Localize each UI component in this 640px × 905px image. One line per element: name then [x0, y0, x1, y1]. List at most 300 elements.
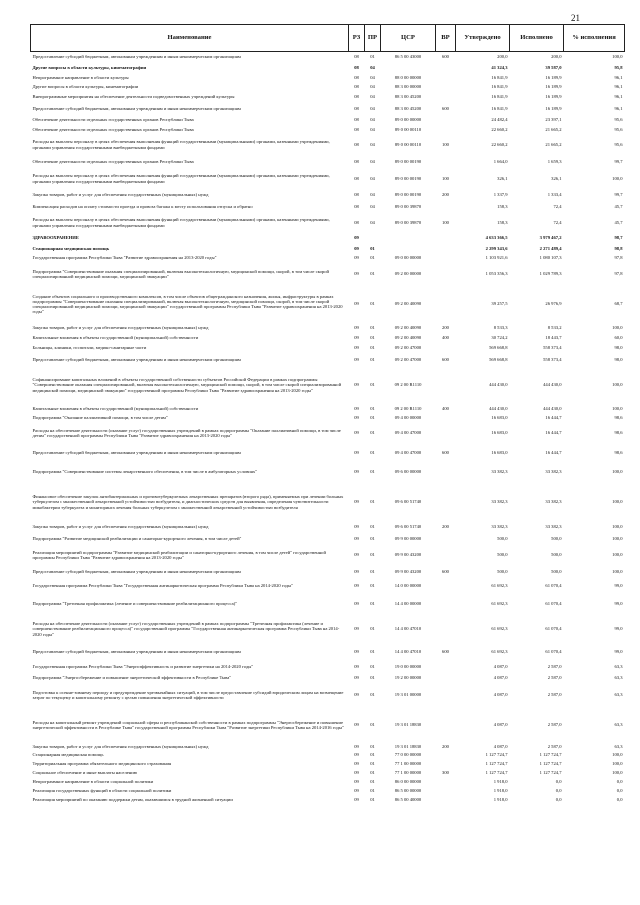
cell-approved: 4 087,0: [493, 674, 508, 680]
cell-executed: 2 587,0: [547, 743, 562, 749]
cell-name: Создание объектов социального и производственного комплексов, в том числе объектов общегражданского назначения, жилья, инфраструктуры в рамках подпрограммы "Совершенствование оказания специализированной, включая высокотехнологичную, медицинской помощи, скорой, в том числе скорой специализированной медицинской помощи, медицинской эвакуации" государственной программы Республики Тыва "Развитие здравоохранения на 2013-2020 годы": [32, 293, 343, 315]
cell-percent: 100,0: [612, 405, 623, 411]
cell-vr: [436, 125, 456, 135]
cell-csr: 09 2 00 R1110: [394, 382, 422, 388]
cell-approved: 1 664,0: [493, 158, 508, 164]
table-row: [31, 444, 625, 462]
cell-vr: [436, 795, 456, 804]
cell-percent: 100,0: [612, 760, 623, 766]
cell-vr: [436, 244, 456, 253]
cell-name: Государственная программа Республики Тыва "Энергоэффективность и развитие энергетики на 2014-2020 годы": [32, 663, 254, 669]
cell-vr: [436, 751, 456, 759]
cell-approved: 33 382,3: [491, 524, 508, 530]
cell-approved: 30 724,2: [491, 335, 508, 341]
cell-name: Обеспечение деятельности отдельных государственных органов Республики Тыва: [32, 158, 194, 164]
table-body: [31, 52, 625, 805]
column-header-rz: РЗ: [349, 25, 365, 52]
cell-approved: 500,0: [497, 568, 508, 574]
table-row: [31, 768, 625, 777]
cell-rz: 09: [354, 405, 359, 411]
cell-pr: 04: [370, 94, 375, 100]
cell-csr: 86 0 00 00000: [394, 778, 422, 784]
cell-percent: 96,1: [614, 106, 623, 112]
cell-rz: 08: [354, 106, 359, 112]
column-header-name: Наименование: [31, 25, 349, 52]
cell-executed: 1 080 107,3: [539, 255, 562, 261]
cell-name: Государственная программа Республики Тыва "Государственная антинаркотическая программа Республики Тыва на 2014-2020 годы": [32, 583, 294, 589]
cell-csr: 09 9 00 43200: [394, 552, 422, 558]
table-row: [31, 333, 625, 343]
cell-csr: 89 0 00 00190: [394, 191, 422, 197]
cell-executed: 0,0: [555, 778, 562, 784]
cell-pr: 01: [370, 356, 375, 362]
cell-csr: 09 9 00 00000: [394, 535, 422, 541]
cell-executed: 558 373,4: [543, 356, 562, 362]
cell-pr: 04: [370, 83, 375, 89]
cell-rz: 09: [354, 356, 359, 362]
cell-vr: 600: [442, 54, 449, 60]
table-row: [31, 285, 625, 323]
cell-percent: 63,3: [614, 743, 623, 749]
cell-vr: [436, 263, 456, 285]
cell-executed: 500,0: [551, 552, 562, 558]
cell-executed: 16 189,9: [545, 106, 562, 112]
cell-executed: 2 587,0: [547, 692, 562, 698]
cell-percent: 96,1: [614, 74, 623, 80]
cell-name: Предоставление субсидий бюджетным, автономным учреждениям и иным некоммерческим организациям: [32, 106, 241, 112]
cell-percent: 98,8: [614, 245, 623, 251]
table-row: [31, 82, 625, 91]
cell-approved: 41 324,3: [491, 64, 508, 70]
cell-rz: 09: [354, 760, 359, 766]
cell-vr: 200: [442, 191, 449, 197]
cell-name: Подпрограмма "Совершенствование оказания специализированной, включая высокотехнологичную, медицинской помощи, скорой, в том числе скорой специализированной медицинской помощи, медицинской эвакуации": [32, 268, 329, 279]
cell-csr: 09 6 00 51740: [394, 524, 422, 530]
cell-approved: 22 660,2: [491, 127, 508, 133]
cell-rz: 09: [354, 535, 359, 541]
cell-name: Внепрограммные мероприятия на обеспечение деятельности подведомственных учреждений культуры: [32, 94, 235, 100]
cell-name: Реализация мероприятий подпрограммы "Развитие медицинской реабилитации и санаторно-курортного лечения, в том числе детей" государственной программы Республики Тыва "Развитие здравоохранения на 2013-2020 годы": [32, 549, 326, 560]
cell-name: Софинансирование капитальных вложений в объекты государственной собственности субъектов Российской Федерации в рамках подпрограммы "Совершенствование оказания специализированной, включая высокотехнологичную, медицинской помощи, скорой, в том числе скорой специализированной медицинской помощи, медицинской эвакуации" государственной программы Республики Тыва "Развитие здравоохранения на 2013-2020 годы": [32, 377, 342, 393]
cell-executed: 61 070,4: [545, 601, 562, 607]
cell-pr: 04: [370, 219, 375, 225]
cell-csr: 77 0 00 00000: [394, 752, 422, 758]
cell-approved: 1 127 724,7: [485, 752, 508, 758]
cell-rz: 09: [354, 345, 359, 351]
cell-rz: 09: [354, 796, 359, 802]
cell-rz: 09: [354, 245, 359, 251]
table-row: [31, 244, 625, 253]
cell-percent: 99,7: [614, 191, 623, 197]
cell-name: Подпрограмма "Совершенствование системы лекарственного обеспечения, в том числе в амбулаторных условиях": [32, 469, 257, 475]
cell-approved: 39 257,5: [491, 301, 508, 307]
cell-executed: 1 127 724,7: [539, 752, 562, 758]
cell-csr: 14 0 00 00000: [394, 583, 422, 589]
cell-name: Предоставление субсидий бюджетным, автономным учреждениям и иным некоммерческим организациям: [32, 450, 241, 456]
cell-percent: 68,7: [614, 301, 623, 307]
cell-vr: [436, 545, 456, 565]
cell-rz: 09: [354, 692, 359, 698]
cell-csr: 19 2 00 00000: [394, 674, 422, 680]
table-row: [31, 91, 625, 103]
cell-percent: 100,0: [612, 524, 623, 530]
table-row: [31, 169, 625, 188]
cell-approved: 61 692,3: [491, 601, 508, 607]
cell-approved: 16 841,9: [491, 74, 508, 80]
cell-approved: 1 337,9: [493, 191, 508, 197]
cell-pr: 01: [370, 535, 375, 541]
cell-rz: 08: [354, 158, 359, 164]
cell-executed: 21 665,2: [545, 127, 562, 133]
table-row: [31, 786, 625, 795]
table-row: [31, 135, 625, 154]
cell-vr: 600: [442, 568, 449, 574]
cell-executed: 21 665,2: [545, 141, 562, 147]
table-row: [31, 751, 625, 759]
cell-percent: 96,1: [614, 83, 623, 89]
table-row: [31, 343, 625, 353]
table-row: [31, 253, 625, 263]
cell-pr: 04: [370, 106, 375, 112]
cell-rz: 08: [354, 141, 359, 147]
cell-executed: 16 444,7: [545, 414, 562, 420]
cell-percent: 95,6: [614, 117, 623, 123]
cell-pr: 01: [370, 692, 375, 698]
cell-pr: 01: [370, 271, 375, 277]
cell-name: Другие вопросы в области культуры, кинематографии: [32, 83, 139, 89]
cell-rz: 08: [354, 191, 359, 197]
cell-csr: 19 0 00 00000: [394, 663, 422, 669]
cell-vr: 300: [442, 769, 449, 775]
table-row: [31, 232, 625, 244]
cell-vr: 600: [442, 450, 449, 456]
cell-percent: 60,0: [614, 335, 623, 341]
cell-rz: 09: [354, 325, 359, 331]
cell-percent: 98,7: [614, 235, 623, 241]
cell-name: Закупка товаров, работ и услуг для обеспечения государственных (муниципальных) нужд: [32, 191, 209, 197]
table-row: [31, 188, 625, 201]
cell-rz: 08: [354, 83, 359, 89]
table-row: [31, 353, 625, 366]
cell-vr: [436, 201, 456, 213]
cell-vr: [436, 682, 456, 708]
cell-rz: 09: [354, 301, 359, 307]
cell-rz: 09: [354, 524, 359, 530]
cell-pr: 01: [370, 583, 375, 589]
cell-approved: 1 103 921,6: [485, 255, 508, 261]
cell-rz: 08: [354, 219, 359, 225]
cell-pr: 01: [370, 649, 375, 655]
cell-name: Реализация мероприятий по оказанию поддержки детям, оказавшимся в трудной жизненной ситуации: [32, 796, 233, 802]
cell-executed: 72,4: [553, 219, 562, 225]
cell-name: Подпрограмма "Оказание паллиативной помощи, в том числе детям": [32, 414, 168, 420]
cell-csr: 09 2 00 47000: [394, 356, 422, 362]
table-row: [31, 795, 625, 804]
cell-pr: 01: [370, 626, 375, 632]
cell-vr: [436, 62, 456, 73]
cell-percent: 100,0: [612, 54, 623, 60]
cell-executed: 558 373,4: [543, 345, 562, 351]
table-row: [31, 522, 625, 532]
cell-rz: 09: [354, 430, 359, 436]
column-header-percent: % исполнения: [564, 25, 625, 52]
cell-name: Подпрограмма "Развитие медицинской реабилитации и санаторно-курортного лечения, в том числе детей": [32, 535, 242, 541]
cell-percent: 100,0: [612, 325, 623, 331]
cell-vr: [436, 343, 456, 353]
cell-approved: 1 053 356,3: [485, 271, 508, 277]
cell-csr: 09 0 00 00000: [394, 255, 422, 261]
cell-name: Финансовое обеспечение закупок антибактериальных и противотуберкулезных лекарственных препаратов (второго ряда), применяемых при лечении больных туберкулезом с множественной лекарственной устойчивостью возбудителя, и диагностических средств для выявления, определения чувствительности микобактерии туберкулеза и мониторинга лечения больных туберкулезом с множественной лекарственной устойчивостью возбудителя: [32, 494, 344, 510]
cell-vr: [436, 482, 456, 522]
cell-vr: [436, 73, 456, 82]
cell-approved: 22 660,2: [491, 141, 508, 147]
cell-approved: 2 299 343,6: [485, 245, 508, 251]
column-header-approved: Утверждено: [456, 25, 510, 52]
cell-name: Капитальные вложения в объекты государственной (муниципальной) собственности: [32, 405, 199, 411]
cell-name: ЗДРАВООХРАНЕНИЕ: [32, 235, 79, 241]
cell-csr: 09 2 00 00000: [394, 271, 422, 277]
table-row: [31, 660, 625, 673]
cell-approved: 158,3: [497, 219, 508, 225]
cell-name: Непрограммное направление в области культуры: [32, 74, 129, 80]
cell-vr: [436, 786, 456, 795]
table-row: [31, 366, 625, 404]
cell-csr: 09 6 00 00000: [394, 469, 422, 475]
cell-vr: [436, 462, 456, 482]
cell-csr: 09 2 00 40090: [394, 335, 422, 341]
cell-rz: 09: [354, 583, 359, 589]
cell-vr: [436, 594, 456, 614]
cell-rz: 08: [354, 127, 359, 133]
cell-name: Закупка товаров, работ и услуг для обеспечения государственных (муниципальных) нужд: [32, 743, 209, 749]
cell-percent: 100,0: [612, 535, 623, 541]
page-number: 21: [571, 13, 580, 23]
table-row: [31, 742, 625, 751]
cell-executed: 33 382,3: [545, 524, 562, 530]
cell-percent: 63,3: [614, 692, 623, 698]
cell-approved: 61 692,3: [491, 649, 508, 655]
cell-csr: 77 1 00 00000: [394, 769, 422, 775]
cell-vr: [436, 532, 456, 545]
cell-executed: 444 430,0: [543, 405, 562, 411]
cell-rz: 08: [354, 74, 359, 80]
cell-rz: 09: [354, 663, 359, 669]
cell-approved: 444 430,0: [489, 382, 508, 388]
table-row: [31, 565, 625, 578]
cell-pr: 01: [370, 524, 375, 530]
cell-rz: 09: [354, 499, 359, 505]
cell-pr: 01: [370, 601, 375, 607]
cell-name: Предоставление субсидий бюджетным, автономным учреждениям и иным некоммерческим организациям: [32, 649, 241, 655]
cell-csr: 89 0 00 39870: [394, 204, 422, 210]
cell-name: Расходы на выплаты персоналу в целях обеспечения выполнения функций государственными (муниципальными) органами, казенными учреждениями, органами управления государственными внебюджетными фондами: [32, 217, 330, 228]
cell-vr: 200: [442, 325, 449, 331]
cell-rz: 09: [354, 787, 359, 793]
cell-percent: 98,6: [614, 414, 623, 420]
cell-vr: [436, 777, 456, 786]
cell-rz: 09: [354, 743, 359, 749]
cell-percent: 95,6: [614, 141, 623, 147]
cell-rz: 09: [354, 255, 359, 261]
cell-vr: [436, 673, 456, 682]
cell-executed: 33 382,3: [545, 469, 562, 475]
cell-rz: 09: [354, 722, 359, 728]
column-header-vr: ВР: [436, 25, 456, 52]
cell-pr: 01: [370, 245, 375, 251]
cell-pr: 01: [370, 743, 375, 749]
cell-name: Больницы, клиники, госпитали, медико-санитарные части: [32, 345, 147, 351]
table-row: [31, 759, 625, 768]
cell-percent: 95,8: [614, 64, 623, 70]
cell-csr: 89 0 00 00110: [394, 141, 422, 147]
cell-name: Реализация государственных функций в области социальной политики: [32, 787, 172, 793]
cell-approved: 16 841,9: [491, 106, 508, 112]
table-row: [31, 708, 625, 742]
cell-csr: 86 5 00 43000: [394, 54, 422, 60]
cell-executed: 16 189,9: [545, 83, 562, 89]
cell-pr: 04: [370, 141, 375, 147]
cell-percent: 98,6: [614, 450, 623, 456]
cell-executed: 16 189,9: [545, 94, 562, 100]
table-row: [31, 482, 625, 522]
cell-name: Обеспечение деятельности отдельных государственных органов Республики Тыва: [32, 127, 194, 133]
cell-name: Подпрограмма "Третичная профилактика (лечение и совершенствование реабилитационного процесса)": [32, 601, 238, 607]
cell-vr: 100: [442, 175, 449, 181]
cell-executed: 500,0: [551, 568, 562, 574]
cell-percent: 100,0: [612, 568, 623, 574]
cell-percent: 100,0: [612, 175, 623, 181]
cell-name: Обеспечение деятельности отдельных государственных органов Республики Тыва: [32, 117, 194, 123]
cell-vr: 400: [442, 405, 449, 411]
cell-rz: 09: [354, 674, 359, 680]
cell-pr: 04: [370, 175, 375, 181]
cell-rz: 08: [354, 204, 359, 210]
cell-pr: 01: [370, 335, 375, 341]
table-row: [31, 103, 625, 115]
cell-csr: 09 2 00 47000: [394, 345, 422, 351]
cell-approved: 33 382,3: [491, 469, 508, 475]
cell-approved: 16 683,0: [491, 414, 508, 420]
cell-percent: 0,0: [616, 778, 623, 784]
cell-executed: 0,0: [555, 787, 562, 793]
cell-percent: 100,0: [612, 752, 623, 758]
cell-name: Социальное обеспечение и иные выплаты населению: [32, 769, 138, 775]
cell-pr: 01: [370, 469, 375, 475]
cell-name: Стационарная медицинская помощь: [32, 752, 104, 758]
cell-approved: 8 533,3: [493, 325, 508, 331]
cell-approved: 500,0: [497, 535, 508, 541]
cell-rz: 09: [354, 450, 359, 456]
cell-csr: 14 4 00 47010: [394, 626, 422, 632]
cell-name: Другие вопросы в области культуры, кинематографии: [32, 64, 147, 70]
cell-pr: 01: [370, 752, 375, 758]
cell-percent: 100,0: [612, 382, 623, 388]
cell-percent: 100,0: [612, 469, 623, 475]
cell-approved: 61 692,3: [491, 583, 508, 589]
cell-name: Расходы на выплаты персоналу в целях обеспечения выполнения функций государственными (муниципальными) органами, казенными учреждениями, органами управления государственными внебюджетными фондами: [32, 173, 330, 184]
cell-vr: [436, 708, 456, 742]
cell-name: Расходы на обеспечение деятельности (оказание услуг) государственных учреждений в рамках подпрограммы "Оказание паллиативной помощи, в том числе детям" государственной программы Республики Тыва "Развитие здравоохранения на 2013-2020 годы": [32, 427, 341, 438]
cell-pr: 04: [370, 204, 375, 210]
cell-name: Территориальная программа обязательного медицинского страхования: [32, 760, 172, 766]
cell-rz: 09: [354, 382, 359, 388]
cell-executed: 0,0: [555, 796, 562, 802]
cell-name: Расходы на обеспечение деятельности (оказание услуг) государственных учреждений в рамках подпрограммы "Третичная профилактика (лечение и совершенствование реабилитационного процесса)" государственной программы "Государственная антинаркотическая программа Республики Тыва на 2014-2020 годы": [32, 621, 340, 637]
cell-executed: 500,0: [551, 535, 562, 541]
cell-pr: 01: [370, 778, 375, 784]
cell-name: Расходы на капитальный ремонт учреждений социальной сферы и республиканской собственности в рамках подпрограммы "Энергосбережение и повышение энергетической эффективности в Республике Тыва" государственной программы Республики Тыва "Развитие энергетики Республики Тыва на 2014-2016 годы": [32, 719, 344, 730]
table-row: [31, 532, 625, 545]
table-row: [31, 201, 625, 213]
cell-approved: 24 482,4: [491, 117, 508, 123]
cell-executed: 61 070,4: [545, 649, 562, 655]
cell-percent: 63,3: [614, 722, 623, 728]
cell-approved: 4 087,0: [493, 722, 508, 728]
cell-pr: 01: [370, 796, 375, 802]
cell-vr: [436, 614, 456, 644]
cell-executed: 72,4: [553, 204, 562, 210]
cell-csr: 09 2 00 40090: [394, 325, 422, 331]
column-header-executed: Исполнено: [510, 25, 564, 52]
cell-csr: 89 0 00 00190: [394, 158, 422, 164]
cell-name: Компенсация расходов на оплату стоимости проезда и провоза багажа к месту использования отпуска и обратно: [32, 204, 253, 210]
cell-percent: 45,7: [614, 204, 623, 210]
cell-percent: 100,0: [612, 552, 623, 558]
cell-approved: 61 692,3: [491, 626, 508, 632]
cell-percent: 96,1: [614, 94, 623, 100]
cell-executed: 1 127 724,7: [539, 760, 562, 766]
cell-csr: 89 0 00 00190: [394, 175, 422, 181]
cell-approved: 16 841,9: [491, 83, 508, 89]
table-row: [31, 213, 625, 232]
cell-executed: 39 587,0: [545, 64, 562, 70]
cell-vr: 600: [442, 106, 449, 112]
cell-pr: 01: [370, 722, 375, 728]
cell-executed: 26 976,9: [545, 301, 562, 307]
cell-rz: 09: [354, 469, 359, 475]
cell-rz: 09: [354, 626, 359, 632]
cell-csr: 88 3 00 00000: [394, 83, 422, 89]
cell-vr: 200: [442, 743, 449, 749]
cell-rz: 09: [354, 552, 359, 558]
cell-vr: 600: [442, 649, 449, 655]
cell-approved: 4 087,0: [493, 743, 508, 749]
cell-rz: 09: [354, 235, 359, 241]
cell-vr: [436, 422, 456, 444]
cell-percent: 0,0: [616, 796, 623, 802]
cell-executed: 2 587,0: [547, 722, 562, 728]
cell-name: Подпрограмма "Энергосбережение и повышение энергетической эффективности в Республике Тыва": [32, 674, 232, 680]
cell-vr: [436, 285, 456, 323]
cell-pr: 01: [370, 405, 375, 411]
cell-approved: 16 841,9: [491, 94, 508, 100]
cell-pr: 04: [370, 117, 375, 123]
cell-vr: 100: [442, 141, 449, 147]
cell-csr: 89 0 00 39870: [394, 219, 422, 225]
cell-name: Непрограммное направление в области социальной политики: [32, 778, 154, 784]
cell-vr: [436, 413, 456, 422]
cell-csr: 09 4 00 47000: [394, 450, 422, 456]
cell-csr: 09 2 00 R1110: [394, 405, 422, 411]
cell-approved: 1 918,0: [493, 796, 508, 802]
cell-csr: 88 3 00 45200: [394, 94, 422, 100]
cell-vr: [436, 660, 456, 673]
cell-approved: 326,1: [497, 175, 508, 181]
cell-vr: [436, 578, 456, 594]
cell-vr: [436, 232, 456, 244]
cell-name: Предоставление субсидий бюджетным, автономным учреждениям и иным некоммерческим организациям: [32, 568, 241, 574]
cell-csr: 09 2 00 40090: [394, 301, 422, 307]
